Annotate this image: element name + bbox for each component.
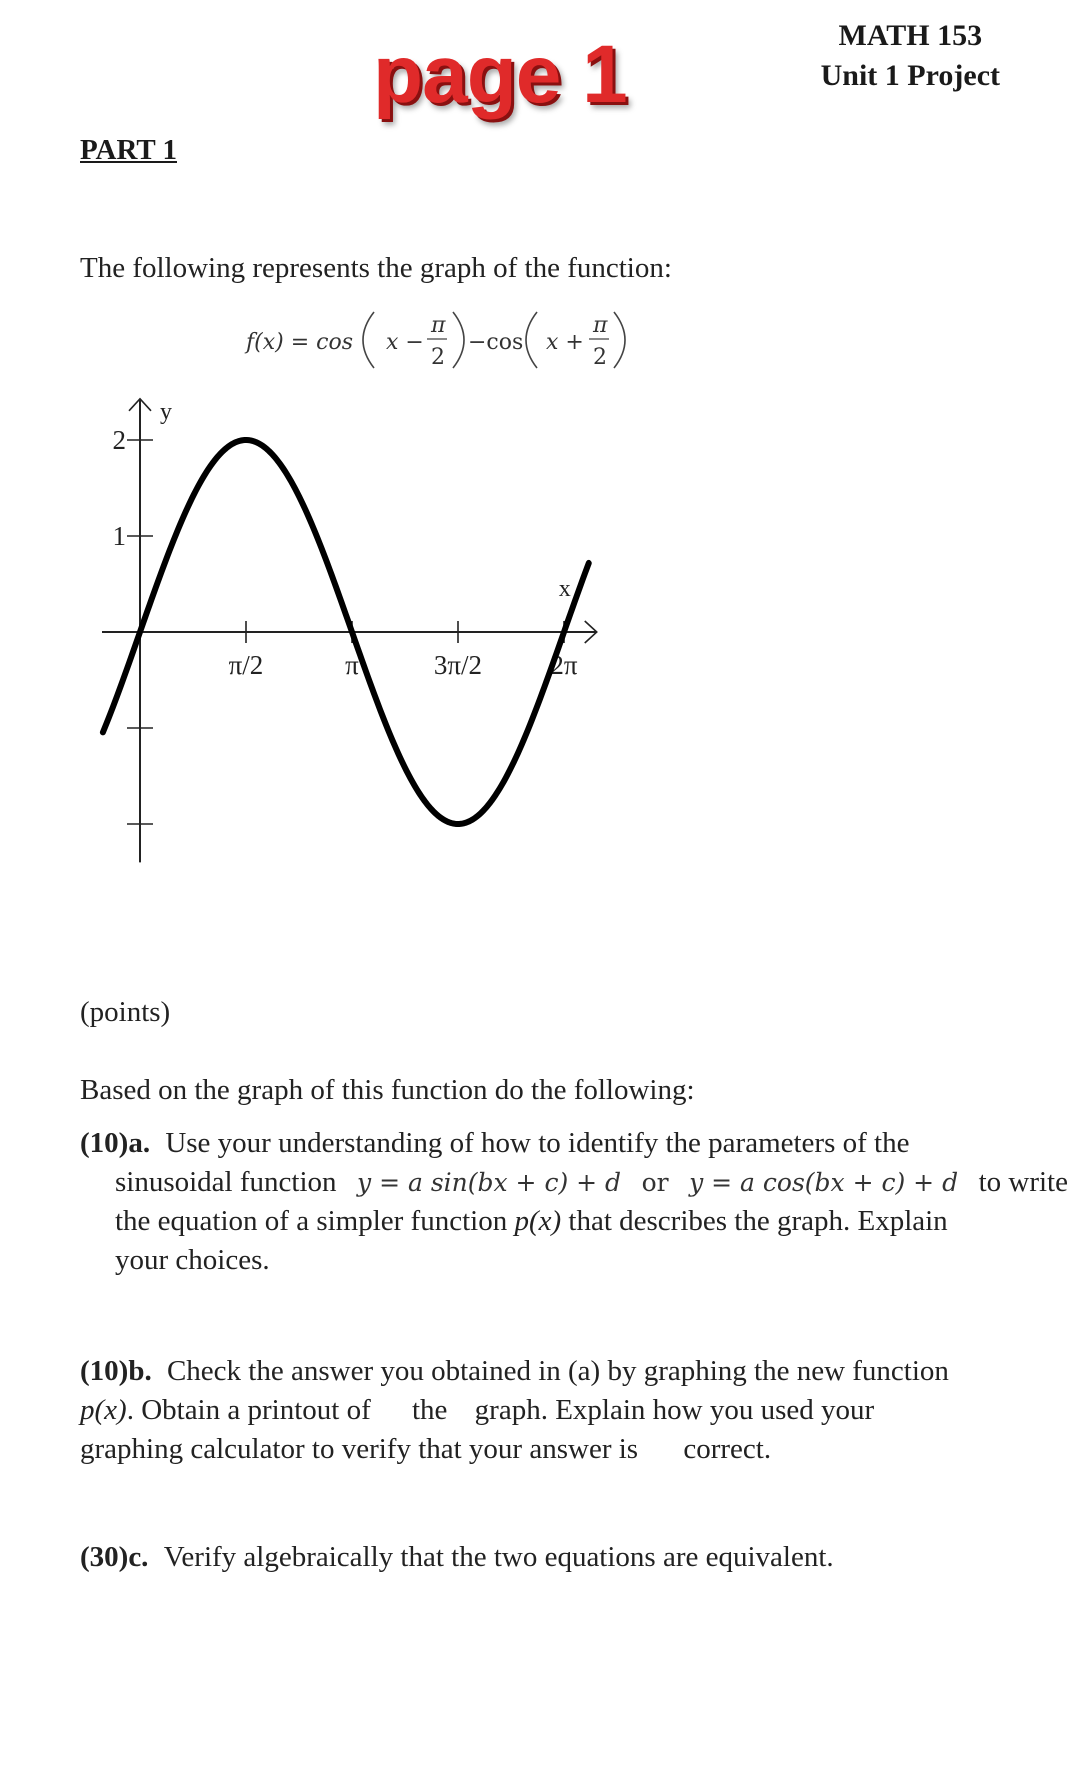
x-axis-label: x <box>558 576 571 602</box>
graph-labels <box>113 399 578 680</box>
question-c-number: (30)c. <box>80 1541 149 1573</box>
formula-denominator-1: 2 <box>431 345 445 370</box>
part-heading: PART 1 <box>80 134 177 166</box>
sin-model-equation: y = a sin(bx + c) + d <box>357 1168 622 1197</box>
question-b-line-2 <box>80 1391 1005 1430</box>
question-b-px: p(x) <box>80 1394 127 1426</box>
intro-text: The following represents the graph of the function: <box>80 252 672 284</box>
formula-pi-1: π <box>431 313 446 338</box>
question-b-text-2a: . Obtain a printout of <box>126 1394 371 1426</box>
data-point-10 <box>421 796 425 800</box>
data-point-11 <box>456 822 460 826</box>
question-b-text-3b: correct. <box>683 1433 772 1465</box>
y-axis-label: y <box>160 398 172 425</box>
y-tick-label-2: 2 <box>112 425 126 455</box>
data-point-8 <box>350 630 354 634</box>
x-tick-label-3: 3π/2 <box>433 650 483 680</box>
formula-pi-2: π <box>593 313 608 338</box>
question-c <box>80 1538 1000 1577</box>
data-point-12 <box>491 796 495 800</box>
or-word: or <box>641 1168 669 1197</box>
question-b-text-2c: graph. Explain how you used your <box>474 1394 875 1426</box>
question-b-line-1 <box>80 1352 1005 1391</box>
data-point-1 <box>101 730 105 734</box>
question-a-number: (10)a. <box>80 1127 151 1159</box>
question-a-text-4: your choices. <box>115 1244 270 1276</box>
x-tick-label-4: 2π <box>550 650 578 680</box>
formula-denominator-2: 2 <box>593 345 607 370</box>
question-b-text-2b: the <box>411 1394 448 1426</box>
points-label: (points) <box>80 996 171 1028</box>
question-a-text-3a: the equation of a simpler function <box>115 1205 508 1237</box>
question-c-line-1 <box>80 1538 1000 1577</box>
data-point-9 <box>385 726 389 730</box>
course-code: MATH 153 <box>838 19 983 52</box>
question-a-text-2: sinusoidal function <box>115 1166 337 1198</box>
question-a-line-2 <box>80 1163 1068 1202</box>
formula-lhs: f(x) = cos <box>246 330 353 355</box>
formula-x-plus: x + <box>546 330 584 355</box>
question-a-line-3 <box>80 1202 1000 1241</box>
data-point-6 <box>279 464 283 468</box>
formula-minus-cos: −cos <box>468 330 524 355</box>
project-name: Unit 1 Project <box>820 59 1000 92</box>
x-tick-label-2: π <box>345 650 359 680</box>
page-stamp: page 1 <box>373 29 627 120</box>
data-point-14 <box>562 630 566 634</box>
question-a-to-write: to write <box>978 1166 1068 1198</box>
question-a <box>80 1124 1068 1280</box>
data-point-5 <box>244 438 248 442</box>
question-a-px: p(x) <box>514 1205 562 1237</box>
data-point-15 <box>587 560 591 564</box>
question-a-text-3b: that describes the graph. Explain <box>568 1205 948 1237</box>
instructions-text: Based on the graph of this function do the following: <box>80 1074 695 1106</box>
question-b-number: (10)b. <box>80 1355 152 1387</box>
question-c-text: Verify algebraically that the two equations are equivalent. <box>163 1541 834 1573</box>
question-a-line-4 <box>80 1241 1000 1280</box>
question-a-line-1 <box>80 1124 1000 1163</box>
x-tick-label-1: π/2 <box>228 650 264 680</box>
y-tick-label-1: 1 <box>112 521 126 551</box>
question-a-text-1: Use your understanding of how to identify the parameters of the <box>165 1127 910 1159</box>
data-point-13 <box>527 726 531 730</box>
data-point-3 <box>173 534 177 538</box>
formula-x-minus: x − <box>386 330 424 355</box>
question-b-line-3 <box>80 1430 1005 1469</box>
question-b-text-3a: graphing calculator to verify that your answer is <box>80 1433 639 1465</box>
question-b-text-1: Check the answer you obtained in (a) by graphing the new function <box>166 1355 949 1387</box>
data-point-2 <box>138 630 142 634</box>
data-point-7 <box>315 534 319 538</box>
data-point-4 <box>209 464 213 468</box>
question-b <box>80 1352 1005 1469</box>
cos-model-equation: y = a cos(bx + c) + d <box>689 1168 959 1197</box>
